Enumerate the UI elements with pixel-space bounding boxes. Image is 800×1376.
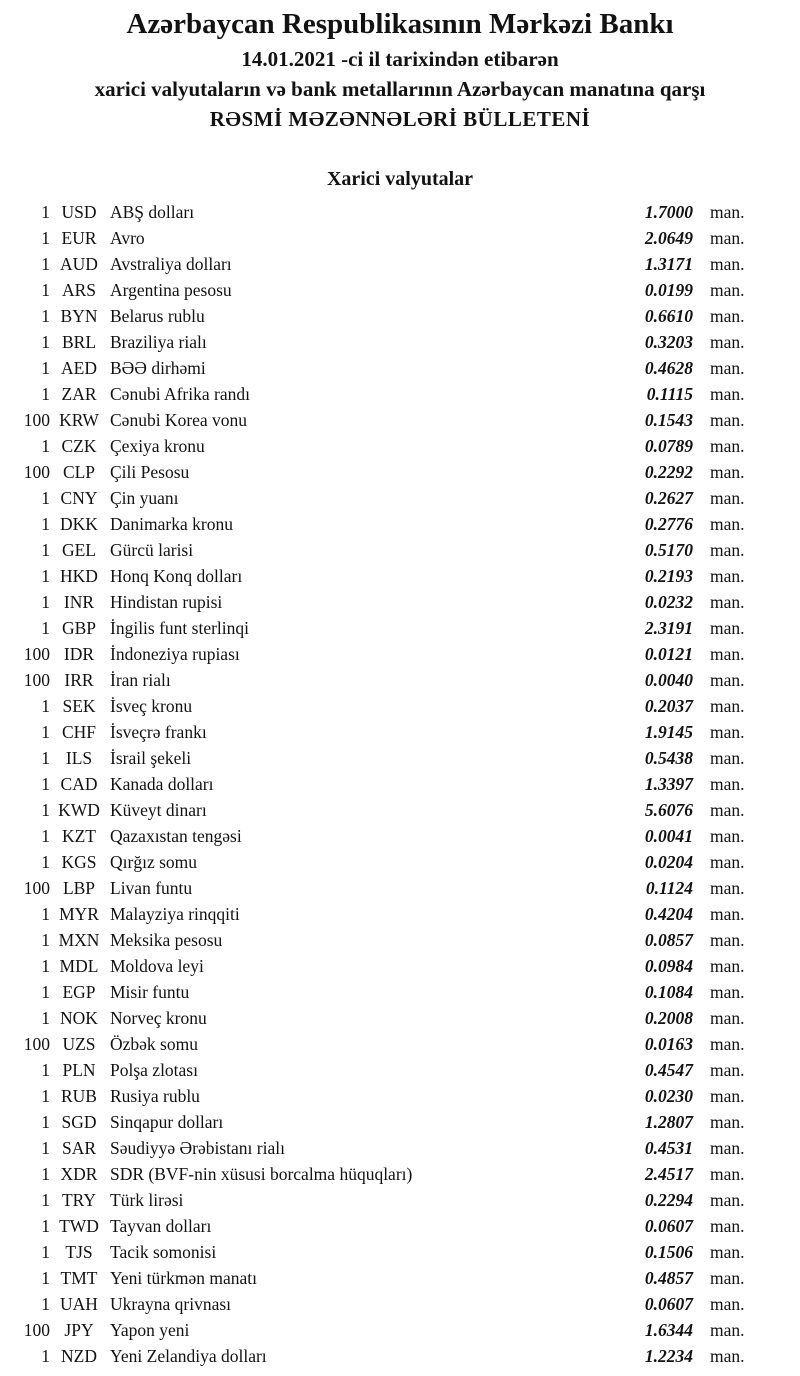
currency-code-cell: CHF — [61, 722, 97, 742]
table-row — [0, 1239, 800, 1265]
currency-name-cell: Sinqapur dolları — [110, 1112, 224, 1132]
currency-name-cell: Özbək somu — [110, 1034, 198, 1054]
quantity-cell: 1 — [41, 228, 50, 248]
table-row — [0, 485, 800, 511]
rate-value-cell: 0.1543 — [644, 410, 693, 430]
currency-code-cell: CLP — [62, 462, 96, 482]
currency-name-cell: Norveç kronu — [110, 1008, 207, 1028]
quantity-cell: 1 — [41, 982, 50, 1002]
unit-cell: man. — [710, 1164, 745, 1184]
rate-value-cell: 1.3397 — [644, 774, 693, 794]
rate-value-cell: 0.0041 — [644, 826, 693, 846]
rate-value-cell: 0.1115 — [646, 384, 693, 404]
currency-name-cell: İsveçrə frankı — [110, 722, 207, 742]
bulletin-title: RƏSMİ MƏZƏNNƏLƏRİ BÜLLETENİ — [209, 107, 591, 131]
unit-cell: man. — [710, 1294, 745, 1314]
table-row — [0, 355, 800, 381]
table-row — [0, 1031, 800, 1057]
currency-code-cell: PLN — [62, 1060, 96, 1080]
unit-cell: man. — [710, 618, 745, 638]
unit-cell: man. — [710, 774, 745, 794]
rate-value-cell: 1.6344 — [644, 1320, 693, 1340]
unit-cell: man. — [710, 1112, 745, 1132]
quantity-cell: 1 — [41, 1242, 50, 1262]
rate-value-cell: 5.6076 — [644, 800, 693, 820]
rate-value-cell: 1.7000 — [644, 202, 693, 222]
table-row — [0, 329, 800, 355]
quantity-cell: 1 — [41, 254, 50, 274]
currency-code-cell: UAH — [60, 1294, 98, 1314]
currency-name-cell: İngilis funt sterlinqi — [110, 618, 250, 638]
rate-value-cell: 0.5438 — [644, 748, 693, 768]
currency-code-cell: DKK — [60, 514, 98, 534]
currency-code-cell: ARS — [61, 280, 97, 300]
currency-code-cell: CNY — [60, 488, 98, 508]
unit-cell: man. — [710, 644, 745, 664]
quantity-cell: 100 — [23, 670, 50, 690]
currency-code-cell: MXN — [58, 930, 100, 950]
currency-code-cell: CZK — [61, 436, 97, 456]
quantity-cell: 1 — [41, 852, 50, 872]
unit-cell: man. — [710, 306, 745, 326]
currency-name-cell: İsveç kronu — [110, 696, 193, 716]
table-row — [0, 381, 800, 407]
currency-code-cell: HKD — [60, 566, 98, 586]
quantity-cell: 1 — [41, 930, 50, 950]
quantity-cell: 100 — [23, 410, 50, 430]
table-row — [0, 459, 800, 485]
table-row — [0, 979, 800, 1005]
unit-cell: man. — [710, 514, 745, 534]
quantity-cell: 1 — [41, 202, 50, 222]
unit-cell: man. — [710, 1190, 745, 1210]
currency-code-cell: IRR — [64, 670, 94, 690]
quantity-cell: 1 — [41, 1216, 50, 1236]
unit-cell: man. — [710, 462, 745, 482]
table-row — [0, 1213, 800, 1239]
currency-name-cell: Çexiya kronu — [110, 436, 205, 456]
currency-name-cell: Küveyt dinarı — [110, 800, 207, 820]
unit-cell: man. — [710, 1242, 745, 1262]
quantity-cell: 1 — [41, 1086, 50, 1106]
rate-value-cell: 0.4857 — [644, 1268, 693, 1288]
unit-cell: man. — [710, 1268, 745, 1288]
currency-name-cell: İndoneziya rupiası — [110, 644, 240, 664]
rate-value-cell: 0.4547 — [644, 1060, 693, 1080]
table-row — [0, 303, 800, 329]
unit-cell: man. — [710, 930, 745, 950]
table-row — [0, 1343, 800, 1369]
quantity-cell: 1 — [41, 1138, 50, 1158]
currency-name-cell: Belarus rublu — [110, 306, 205, 326]
currency-code-cell: XDR — [60, 1164, 98, 1184]
rate-value-cell: 0.0857 — [644, 930, 693, 950]
currency-code-cell: NZD — [61, 1346, 97, 1366]
currency-name-cell: Çili Pesosu — [110, 462, 190, 482]
table-row — [0, 927, 800, 953]
table-row — [0, 589, 800, 615]
currency-name-cell: Səudiyyə Ərəbistanı rialı — [110, 1138, 285, 1158]
unit-cell: man. — [710, 904, 745, 924]
unit-cell: man. — [710, 1216, 745, 1236]
quantity-cell: 1 — [41, 722, 50, 742]
currency-code-cell: UZS — [62, 1034, 96, 1054]
unit-cell: man. — [710, 982, 745, 1002]
quantity-cell: 1 — [41, 332, 50, 352]
currency-name-cell: Argentina pesosu — [110, 280, 232, 300]
currency-code-cell: JPY — [64, 1320, 94, 1340]
currency-code-cell: TMT — [60, 1268, 98, 1288]
table-row — [0, 251, 800, 277]
currency-name-cell: Misir funtu — [110, 982, 190, 1002]
unit-cell: man. — [710, 1060, 745, 1080]
currency-name-cell: Malayziya rinqqiti — [110, 904, 240, 924]
rate-value-cell: 0.4204 — [644, 904, 693, 924]
currency-code-cell: LBP — [62, 878, 96, 898]
currency-code-cell: MYR — [59, 904, 99, 924]
rate-value-cell: 0.1084 — [644, 982, 693, 1002]
currency-name-cell: BƏƏ dirhəmi — [110, 358, 206, 378]
effective-date-line: 14.01.2021 -ci il tarixindən etibarən — [241, 47, 559, 71]
rate-value-cell: 0.4628 — [644, 358, 693, 378]
rate-value-cell: 0.2193 — [644, 566, 693, 586]
rate-value-cell: 2.0649 — [644, 228, 693, 248]
currency-code-cell: RUB — [61, 1086, 97, 1106]
quantity-cell: 1 — [41, 748, 50, 768]
table-row — [0, 563, 800, 589]
currency-name-cell: Tayvan dolları — [110, 1216, 212, 1236]
quantity-cell: 1 — [41, 358, 50, 378]
quantity-cell: 1 — [41, 436, 50, 456]
quantity-cell: 1 — [41, 1060, 50, 1080]
unit-cell: man. — [710, 878, 745, 898]
currency-code-cell: SEK — [62, 696, 96, 716]
currency-code-cell: GEL — [61, 540, 97, 560]
rate-value-cell: 0.4531 — [644, 1138, 693, 1158]
currency-code-cell: KWD — [58, 800, 100, 820]
table-row — [0, 771, 800, 797]
currency-name-cell: Kanada dolları — [110, 774, 214, 794]
rate-value-cell: 1.2807 — [644, 1112, 693, 1132]
currency-code-cell: AUD — [60, 254, 98, 274]
bank-name-title: Azərbaycan Respublikasının Mərkəzi Bankı — [126, 8, 674, 40]
currency-code-cell: BRL — [61, 332, 97, 352]
currency-code-cell: KRW — [59, 410, 99, 430]
currency-name-cell: İran rialı — [110, 670, 171, 690]
table-row — [0, 407, 800, 433]
rate-value-cell: 0.0163 — [644, 1034, 693, 1054]
rate-value-cell: 0.5170 — [644, 540, 693, 560]
currency-name-cell: Ukrayna qrivnası — [110, 1294, 232, 1314]
table-row — [0, 1317, 800, 1343]
rates-table — [0, 199, 800, 1369]
table-row — [0, 641, 800, 667]
quantity-cell: 1 — [41, 1268, 50, 1288]
table-row — [0, 1265, 800, 1291]
unit-cell: man. — [710, 1034, 745, 1054]
quantity-cell: 1 — [41, 696, 50, 716]
table-row — [0, 511, 800, 537]
unit-cell: man. — [710, 358, 745, 378]
currency-code-cell: EGP — [62, 982, 96, 1002]
rate-value-cell: 0.1506 — [644, 1242, 693, 1262]
currency-name-cell: Moldova leyi — [110, 956, 204, 976]
quantity-cell: 1 — [41, 1112, 50, 1132]
quantity-cell: 1 — [41, 566, 50, 586]
table-row — [0, 693, 800, 719]
unit-cell: man. — [710, 800, 745, 820]
unit-cell: man. — [710, 384, 745, 404]
rate-value-cell: 0.2292 — [644, 462, 693, 482]
unit-cell: man. — [710, 410, 745, 430]
rate-value-cell: 1.2234 — [644, 1346, 693, 1366]
quantity-cell: 1 — [41, 592, 50, 612]
currency-name-cell: Türk lirəsi — [110, 1190, 184, 1210]
unit-cell: man. — [710, 280, 745, 300]
table-row — [0, 953, 800, 979]
unit-cell: man. — [710, 254, 745, 274]
table-row — [0, 199, 800, 225]
currency-name-cell: Yeni Zelandiya dolları — [110, 1346, 267, 1366]
section-title-foreign-currencies: Xarici valyutalar — [326, 168, 474, 190]
currency-code-cell: TJS — [65, 1242, 93, 1262]
quantity-cell: 100 — [23, 1320, 50, 1340]
currency-name-cell: SDR (BVF-nin xüsusi borcalma hüquqları) — [110, 1164, 413, 1184]
rate-value-cell: 0.0607 — [644, 1294, 693, 1314]
unit-cell: man. — [710, 748, 745, 768]
currency-code-cell: KGS — [61, 852, 97, 872]
currency-name-cell: Avstraliya dolları — [110, 254, 232, 274]
currency-name-cell: Gürcü larisi — [110, 540, 194, 560]
quantity-cell: 1 — [41, 540, 50, 560]
currency-code-cell: MDL — [59, 956, 99, 976]
currency-code-cell: TWD — [59, 1216, 99, 1236]
scope-line: xarici valyutaların və bank metallarının Azərbaycan manatına qarşı — [94, 77, 706, 101]
rate-value-cell: 0.6610 — [644, 306, 693, 326]
currency-name-cell: İsrail şekeli — [110, 748, 192, 768]
unit-cell: man. — [710, 540, 745, 560]
table-row — [0, 849, 800, 875]
currency-code-cell: USD — [61, 202, 97, 222]
quantity-cell: 100 — [23, 462, 50, 482]
currency-name-cell: Yeni türkmən manatı — [110, 1268, 257, 1288]
table-row — [0, 1291, 800, 1317]
table-row — [0, 225, 800, 251]
rate-value-cell: 0.0984 — [644, 956, 693, 976]
rate-value-cell: 2.4517 — [644, 1164, 693, 1184]
currency-name-cell: Avro — [110, 228, 145, 248]
rate-value-cell: 0.2008 — [644, 1008, 693, 1028]
table-row — [0, 615, 800, 641]
rate-value-cell: 0.2294 — [644, 1190, 693, 1210]
unit-cell: man. — [710, 826, 745, 846]
quantity-cell: 1 — [41, 1346, 50, 1366]
currency-name-cell: Qazaxıstan tengəsi — [110, 826, 242, 846]
rate-value-cell: 0.0232 — [644, 592, 693, 612]
rate-value-cell: 0.2776 — [644, 514, 693, 534]
quantity-cell: 100 — [23, 878, 50, 898]
table-row — [0, 1109, 800, 1135]
currency-code-cell: INR — [63, 592, 95, 612]
table-row — [0, 537, 800, 563]
rate-value-cell: 0.0204 — [644, 852, 693, 872]
unit-cell: man. — [710, 852, 745, 872]
unit-cell: man. — [710, 956, 745, 976]
currency-code-cell: BYN — [60, 306, 98, 326]
currency-name-cell: Braziliya rialı — [110, 332, 207, 352]
currency-name-cell: Yapon yeni — [110, 1320, 190, 1340]
unit-cell: man. — [710, 1320, 745, 1340]
currency-name-cell: Livan funtu — [110, 878, 193, 898]
currency-code-cell: NOK — [60, 1008, 98, 1028]
table-row — [0, 901, 800, 927]
currency-name-cell: Danimarka kronu — [110, 514, 233, 534]
quantity-cell: 1 — [41, 488, 50, 508]
table-row — [0, 875, 800, 901]
currency-code-cell: SAR — [61, 1138, 97, 1158]
currency-code-cell: ZAR — [61, 384, 97, 404]
unit-cell: man. — [710, 1008, 745, 1028]
currency-name-cell: Cənubi Korea vonu — [110, 410, 248, 430]
quantity-cell: 1 — [41, 1164, 50, 1184]
rate-value-cell: 0.0040 — [644, 670, 693, 690]
quantity-cell: 1 — [41, 618, 50, 638]
currency-name-cell: Qırğız somu — [110, 852, 198, 872]
table-row — [0, 277, 800, 303]
quantity-cell: 1 — [41, 384, 50, 404]
rate-value-cell: 0.0199 — [644, 280, 693, 300]
unit-cell: man. — [710, 202, 745, 222]
table-row — [0, 719, 800, 745]
rate-value-cell: 2.3191 — [644, 618, 693, 638]
quantity-cell: 1 — [41, 280, 50, 300]
rate-value-cell: 0.1124 — [645, 878, 693, 898]
quantity-cell: 1 — [41, 826, 50, 846]
table-row — [0, 667, 800, 693]
quantity-cell: 1 — [41, 1008, 50, 1028]
unit-cell: man. — [710, 670, 745, 690]
table-row — [0, 1187, 800, 1213]
currency-code-cell: SGD — [61, 1112, 97, 1132]
table-row — [0, 1161, 800, 1187]
currency-name-cell: Polşa zlotası — [110, 1060, 198, 1080]
currency-code-cell: AED — [61, 358, 97, 378]
currency-code-cell: TRY — [61, 1190, 97, 1210]
quantity-cell: 1 — [41, 800, 50, 820]
currency-name-cell: Rusiya rublu — [110, 1086, 200, 1106]
currency-name-cell: Honq Konq dolları — [110, 566, 243, 586]
rate-value-cell: 0.0607 — [644, 1216, 693, 1236]
quantity-cell: 1 — [41, 306, 50, 326]
rate-value-cell: 0.0230 — [644, 1086, 693, 1106]
rate-value-cell: 1.3171 — [644, 254, 693, 274]
table-row — [0, 1005, 800, 1031]
currency-name-cell: Tacik somonisi — [110, 1242, 217, 1262]
unit-cell: man. — [710, 722, 745, 742]
unit-cell: man. — [710, 566, 745, 586]
quantity-cell: 100 — [23, 644, 50, 664]
currency-name-cell: ABŞ dolları — [110, 202, 195, 222]
table-row — [0, 745, 800, 771]
unit-cell: man. — [710, 696, 745, 716]
rate-value-cell: 0.2037 — [644, 696, 693, 716]
unit-cell: man. — [710, 1086, 745, 1106]
table-row — [0, 1135, 800, 1161]
unit-cell: man. — [710, 332, 745, 352]
currency-name-cell: Meksika pesosu — [110, 930, 223, 950]
table-row — [0, 1083, 800, 1109]
quantity-cell: 1 — [41, 774, 50, 794]
table-row — [0, 433, 800, 459]
currency-code-cell: CAD — [60, 774, 98, 794]
quantity-cell: 1 — [41, 956, 50, 976]
currency-code-cell: EUR — [61, 228, 97, 248]
currency-code-cell: GBP — [61, 618, 97, 638]
unit-cell: man. — [710, 1138, 745, 1158]
currency-code-cell: ILS — [65, 748, 93, 768]
quantity-cell: 1 — [41, 1190, 50, 1210]
currency-name-cell: Hindistan rupisi — [110, 592, 223, 612]
rate-value-cell: 0.2627 — [644, 488, 693, 508]
currency-code-cell: IDR — [63, 644, 95, 664]
currency-name-cell: Çin yuanı — [110, 488, 179, 508]
unit-cell: man. — [710, 592, 745, 612]
quantity-cell: 1 — [41, 1294, 50, 1314]
rate-value-cell: 0.3203 — [644, 332, 693, 352]
unit-cell: man. — [710, 436, 745, 456]
quantity-cell: 1 — [41, 514, 50, 534]
quantity-cell: 1 — [41, 904, 50, 924]
table-row — [0, 797, 800, 823]
unit-cell: man. — [710, 488, 745, 508]
table-row — [0, 823, 800, 849]
quantity-cell: 100 — [23, 1034, 50, 1054]
unit-cell: man. — [710, 228, 745, 248]
currency-code-cell: KZT — [61, 826, 97, 846]
unit-cell: man. — [710, 1346, 745, 1366]
rate-value-cell: 0.0121 — [644, 644, 693, 664]
table-row — [0, 1057, 800, 1083]
currency-name-cell: Cənubi Afrika randı — [110, 384, 250, 404]
rate-value-cell: 1.9145 — [644, 722, 693, 742]
rate-value-cell: 0.0789 — [644, 436, 693, 456]
